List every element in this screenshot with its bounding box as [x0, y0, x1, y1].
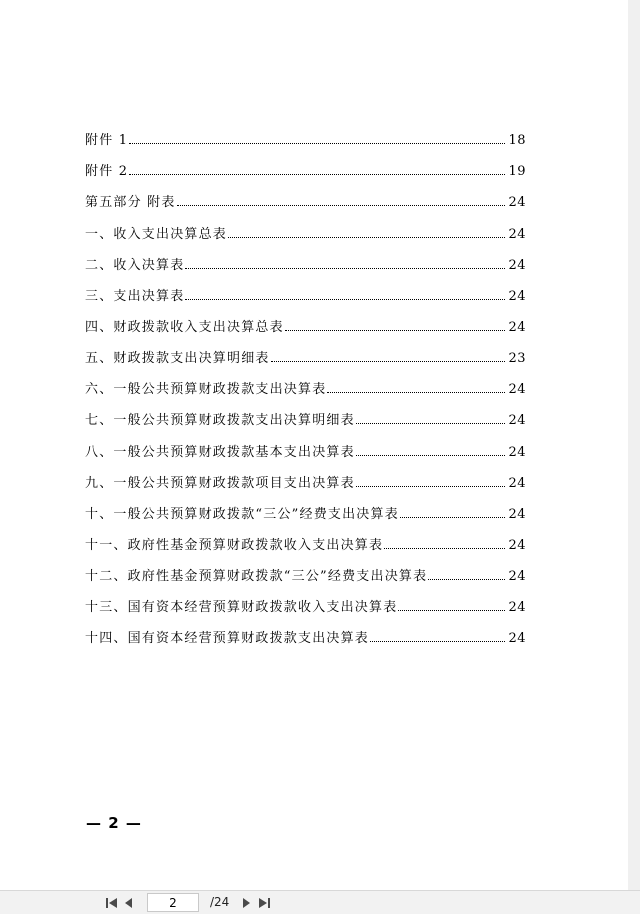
toc-dot-leader	[129, 174, 505, 175]
toc-entry-title: 五、财政拨款支出决算明细表	[85, 351, 270, 367]
toc-entry-title: 八、一般公共预算财政拨款基本支出决算表	[85, 444, 355, 460]
toc-entry[interactable]	[85, 117, 526, 148]
toc-entry[interactable]	[85, 242, 526, 273]
toc-entry-title: 十四、国有资本经营预算财政拨款支出决算表	[85, 631, 370, 647]
toc-entry-page: 24	[508, 569, 526, 585]
toc-dot-leader	[428, 579, 505, 580]
toc-entry-title: 九、一般公共预算财政拨款项目支出决算表	[85, 475, 355, 491]
toc-entry-page: 19	[508, 164, 526, 180]
toc-entry-page: 24	[508, 506, 526, 522]
first-page-icon	[104, 895, 120, 911]
toc-entry-title: 十三、国有资本经营预算财政拨款收入支出决算表	[85, 600, 398, 616]
last-page-button[interactable]	[256, 895, 272, 911]
toc-dot-leader	[185, 268, 505, 269]
toc-entry[interactable]	[85, 148, 526, 179]
previous-page-icon	[121, 895, 137, 911]
toc-entry[interactable]	[85, 428, 526, 459]
toc-entry-page: 24	[508, 288, 526, 304]
toc-entry[interactable]	[85, 304, 526, 335]
toc-dot-leader	[398, 610, 505, 611]
toc-entry[interactable]	[85, 460, 526, 491]
toc-dot-leader	[228, 237, 505, 238]
toc-dot-leader	[129, 143, 505, 144]
toc-entry-title: 附件 2	[85, 164, 129, 180]
toc-entry-page: 24	[508, 413, 526, 429]
toc-entry[interactable]	[85, 522, 526, 553]
next-page-button[interactable]	[238, 895, 254, 911]
toc-entry[interactable]	[85, 210, 526, 241]
toc-dot-leader	[271, 361, 506, 362]
toc-dot-leader	[177, 205, 506, 206]
toc-entry-title: 三、支出决算表	[85, 288, 185, 304]
toc-dot-leader	[285, 330, 506, 331]
toc-entry[interactable]	[85, 335, 526, 366]
toc-entry-page: 24	[508, 444, 526, 460]
toc-entry-page: 23	[508, 351, 526, 367]
toc-entry[interactable]	[85, 491, 526, 522]
toc-entry-title: 第五部分 附表	[85, 195, 176, 211]
toc-entry-page: 24	[508, 319, 526, 335]
toc-entry[interactable]	[85, 366, 526, 397]
toc-dot-leader	[356, 423, 506, 424]
toc-entry-title: 一、收入支出决算总表	[85, 226, 228, 242]
toc-entry[interactable]	[85, 397, 526, 428]
toc-entry-page: 24	[508, 475, 526, 491]
toc-dot-leader	[327, 392, 505, 393]
toc-dot-leader	[185, 299, 505, 300]
toc-entry[interactable]	[85, 553, 526, 584]
toc-entry[interactable]	[85, 179, 526, 210]
total-pages-label: /24	[210, 895, 230, 909]
toc-entry[interactable]	[85, 273, 526, 304]
toc-entry-title: 十二、政府性基金预算财政拨款“三公”经费支出决算表	[85, 569, 428, 585]
toc-entry-title: 十一、政府性基金预算财政拨款收入支出决算表	[85, 537, 384, 553]
toc-entry-page: 24	[508, 382, 526, 398]
last-page-icon	[256, 895, 272, 911]
toc-entry-page: 18	[508, 133, 526, 149]
toc-entry-page: 24	[508, 195, 526, 211]
toc-entry[interactable]	[85, 584, 526, 615]
toc-entry-page: 24	[508, 537, 526, 553]
toc-entry-title: 七、一般公共预算财政拨款支出决算明细表	[85, 413, 355, 429]
toc-dot-leader	[400, 517, 506, 518]
toc-entry-title: 十、一般公共预算财政拨款“三公”经费支出决算表	[85, 506, 399, 522]
page-footer-number: — 2 —	[86, 814, 142, 832]
toc-dot-leader	[384, 548, 505, 549]
next-page-icon	[238, 895, 254, 911]
toc-entry-title: 二、收入决算表	[85, 257, 185, 273]
first-page-button[interactable]	[104, 895, 120, 911]
viewer-gutter	[628, 0, 640, 890]
toc-entry-title: 四、财政拨款收入支出决算总表	[85, 319, 284, 335]
toc-dot-leader	[370, 641, 505, 642]
toc-dot-leader	[356, 486, 506, 487]
page-navigation-bar	[0, 890, 640, 914]
table-of-contents	[85, 117, 526, 646]
page-number-input[interactable]	[147, 893, 199, 912]
toc-entry-title: 附件 1	[85, 133, 129, 149]
toc-entry-page: 24	[508, 226, 526, 242]
toc-entry-page: 24	[508, 600, 526, 616]
toc-entry[interactable]	[85, 615, 526, 646]
toc-dot-leader	[356, 455, 506, 456]
toc-entry-page: 24	[508, 257, 526, 273]
toc-entry-title: 六、一般公共预算财政拨款支出决算表	[85, 382, 327, 398]
toc-entry-page: 24	[508, 631, 526, 647]
previous-page-button[interactable]	[121, 895, 137, 911]
